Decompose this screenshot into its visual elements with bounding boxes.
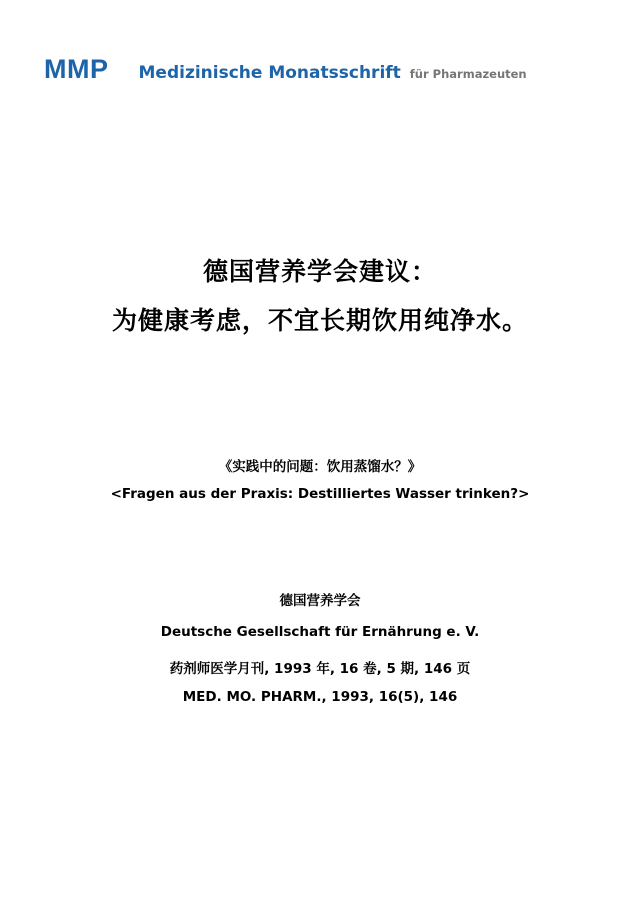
journal-name: Medizinische Monatsschrift	[138, 63, 401, 83]
journal-subtitle: für Pharmazeuten	[409, 67, 527, 81]
journal-logo: MMP	[44, 54, 109, 84]
author-chinese: 德国营养学会	[279, 593, 361, 609]
author-german: Deutsche Gesellschaft für Ernährung e. V.	[160, 624, 480, 640]
citation-abbreviated: MED. MO. PHARM., 1993, 16(5), 146	[182, 689, 458, 705]
title-line-2: 为健康考虑，不宜长期饮用纯净水。	[111, 306, 528, 335]
citation-chinese: 药剂师医学月刊, 1993 年, 16 卷, 5 期, 146 页	[169, 661, 471, 677]
subtitle-german: <Fragen aus der Praxis: Destilliertes Wasser trinken?>	[110, 486, 530, 502]
journal-masthead	[44, 54, 527, 85]
title-line-1: 德国营养学会建议：	[202, 257, 437, 286]
subtitle-chinese: 《实践中的问题：饮用蒸馏水？》	[218, 459, 422, 475]
